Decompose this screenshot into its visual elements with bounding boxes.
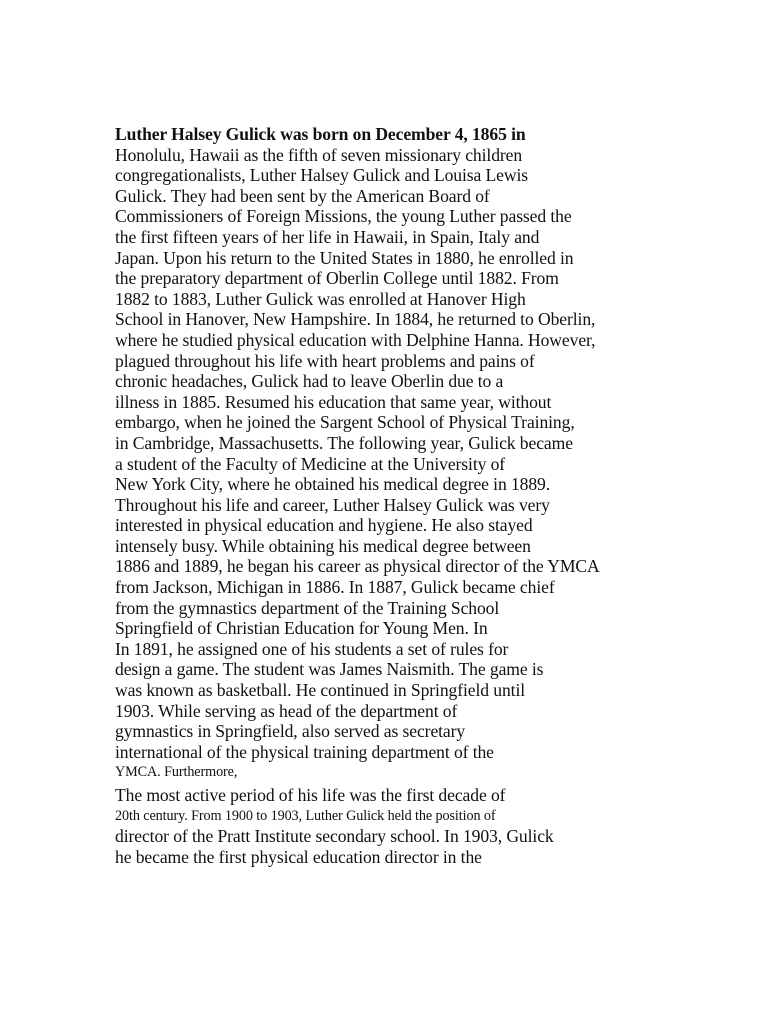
text-line: 1882 to 1883, Luther Gulick was enrolled at Hanover High (115, 288, 526, 309)
text-line: design a game. The student was James Naismith. The game is (115, 659, 544, 680)
text-line: the first fifteen years of her life in Hawaii, in Spain, Italy and (115, 226, 540, 247)
text-line: in Cambridge, Massachusetts. The following year, Gulick became (115, 432, 573, 453)
text-line: New York City, where he obtained his medical degree in 1889. (115, 474, 551, 495)
text-line: from the gymnastics department of the Training School (115, 597, 500, 618)
text-line: chronic headaches, Gulick had to leave Oberlin due to a (115, 371, 504, 392)
text-line: embargo, when he joined the Sargent School of Physical Training, (115, 412, 575, 433)
text-line: Honolulu, Hawaii as the fifth of seven missionary children (115, 144, 523, 165)
text-line: intensely busy. While obtaining his medical degree between (115, 535, 531, 556)
text-line: interested in physical education and hygiene. He also stayed (115, 515, 533, 536)
text-line: the preparatory department of Oberlin College until 1882. From (115, 268, 559, 289)
text-line: he became the first physical education director in the (115, 846, 482, 867)
text-line: YMCA. Furthermore, (115, 764, 238, 781)
text-line: School in Hanover, New Hampshire. In 1884, he returned to Oberlin, (115, 309, 596, 330)
text-line: illness in 1885. Resumed his education that same year, without (115, 391, 552, 412)
text-line: Commissioners of Foreign Missions, the young Luther passed the (115, 206, 572, 227)
text-line: gymnastics in Springfield, also served as secretary (115, 721, 466, 742)
text-line: plagued throughout his life with heart problems and pains of (115, 350, 535, 371)
text-line: from Jackson, Michigan in 1886. In 1887, Gulick became chief (115, 577, 555, 598)
text-line: 1886 and 1889, he began his career as physical director of the YMCA (115, 556, 600, 577)
text-line: The most active period of his life was the first decade of (115, 785, 506, 805)
text-line: 20th century. From 1900 to 1903, Luther Gulick held the position of (115, 807, 496, 824)
text-line: In 1891, he assigned one of his students a set of rules for (115, 638, 509, 659)
text-line: where he studied physical education with Delphine Hanna. However, (115, 329, 596, 350)
text-line: a student of the Faculty of Medicine at the University of (115, 453, 506, 474)
text-line: congregationalists, Luther Halsey Gulick and Louisa Lewis (115, 165, 529, 186)
text-line: Springfield of Christian Education for Young Men. In (115, 618, 488, 639)
text-line: Gulick. They had been sent by the American Board of (115, 185, 490, 206)
text-line: was known as basketball. He continued in Springfield until (115, 680, 526, 701)
text-line: international of the physical training department of the (115, 741, 494, 762)
text-line: Japan. Upon his return to the United States in 1880, he enrolled in (115, 247, 574, 268)
text-line: Throughout his life and career, Luther Halsey Gulick was very (115, 494, 550, 515)
text-line: 1903. While serving as head of the department of (115, 700, 458, 721)
opening-line: Luther Halsey Gulick was born on December 4, 1865 in (115, 124, 526, 144)
body-text (115, 124, 715, 867)
text-line: director of the Pratt Institute secondary school. In 1903, Gulick (115, 826, 554, 847)
